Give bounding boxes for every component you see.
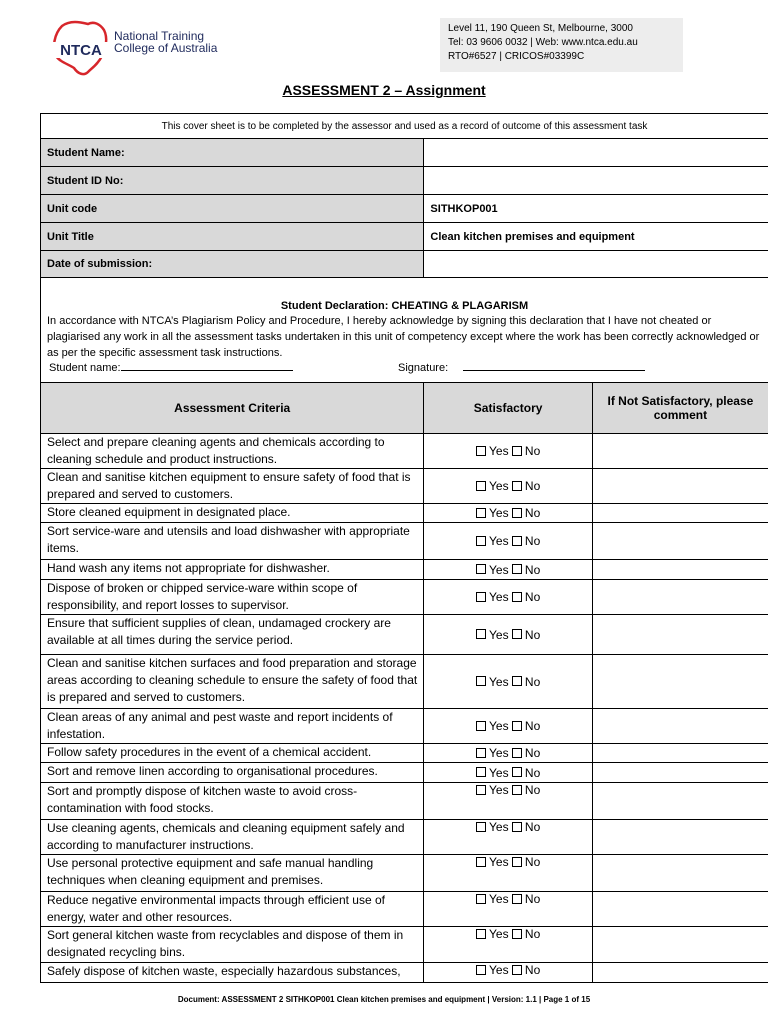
satisfactory-options [424,709,592,744]
criteria-text: Safely dispose of kitchen waste, especially hazardous substances, [41,963,424,983]
yes-label: Yes [489,783,509,797]
comment-cell[interactable] [592,820,768,855]
satisfactory-options [424,763,592,783]
no-checkbox[interactable] [512,965,522,975]
yes-label: Yes [489,674,509,689]
contact-address: Level 11, 190 Queen St, Melbourne, 3000 [448,23,633,34]
yes-checkbox[interactable] [476,592,486,602]
yes-checkbox[interactable] [476,857,486,867]
comment-cell[interactable] [592,783,768,820]
no-label: No [524,963,541,977]
australia-map-icon [48,18,112,78]
yes-checkbox[interactable] [476,822,486,832]
criteria-text: Reduce negative environmental impacts through efficient use of energy, water and other resources. [41,892,424,927]
student-name-signline: Student name: [49,360,293,374]
satisfactory-options [424,820,592,855]
no-label: No [524,927,541,941]
no-checkbox[interactable] [512,676,522,686]
comment-cell[interactable] [592,560,768,580]
yes-checkbox[interactable] [476,446,486,456]
satisfactory-options [424,580,592,615]
no-checkbox[interactable] [512,822,522,832]
declaration-heading: Student Declaration: CHEATING & PLAGARISM [280,299,529,312]
no-checkbox[interactable] [512,767,522,777]
criteria-text: Ensure that sufficient supplies of clean, undamaged crockery are available at all times during the service period. [41,615,424,655]
field-label: Date of submission: [41,251,424,278]
criteria-row [41,892,768,927]
comment-cell[interactable] [592,963,768,983]
criteria-text: Hand wash any items not appropriate for dishwasher. [41,560,424,580]
page-header [0,0,768,80]
yes-checkbox[interactable] [476,481,486,491]
yes-checkbox[interactable] [476,767,486,777]
comment-cell[interactable] [592,744,768,763]
criteria-text: Sort and promptly dispose of kitchen waste to avoid cross-contamination with food stocks. [41,783,424,820]
satisfactory-options [424,615,592,655]
yes-checkbox[interactable] [476,564,486,574]
no-label: No [524,506,541,520]
comment-cell[interactable] [592,523,768,560]
field-label: Student ID No: [41,167,424,195]
satisfactory-options [424,469,592,504]
no-label: No [524,719,541,733]
yes-label: Yes [489,444,509,458]
yes-checkbox[interactable] [476,929,486,939]
criteria-text: Clean and sanitise kitchen surfaces and food preparation and storage areas according to cleaning schedule to ensure the safety of food that is prepared and served to customers. [41,655,424,709]
no-label: No [524,746,541,760]
svg-text:NTCA: NTCA [60,42,102,59]
yes-checkbox[interactable] [476,629,486,639]
yes-checkbox[interactable] [476,785,486,795]
comment-cell[interactable] [592,434,768,469]
yes-label: Yes [489,534,509,548]
cover-note: This cover sheet is to be completed by the assessor and used as a record of outcome of this assessment task [41,114,768,139]
no-checkbox[interactable] [512,564,522,574]
unit-code-field[interactable]: SITHKOP001 [424,195,768,223]
satisfactory-options [424,855,592,892]
comment-cell[interactable] [592,580,768,615]
yes-label: Yes [489,479,509,493]
no-checkbox[interactable] [512,748,522,758]
yes-label: Yes [489,963,509,977]
criteria-text: Dispose of broken or chipped service-ware within scope of responsibility, and report losses to supervisor. [41,580,424,615]
no-label: No [524,783,541,797]
criteria-row [41,523,768,560]
no-checkbox[interactable] [512,929,522,939]
student-declaration [41,278,768,383]
no-checkbox[interactable] [512,629,522,639]
declaration-text: In accordance with NTCA’s Plagiarism Policy and Procedure, I hereby acknowledge by signing this declaration that I have not cheated or plagiarised any work in all the assessment tasks undertaken in this unit of competency except where the work has been correctly acknowledged or as per the specific assessment task instructions. [47,314,760,359]
satisfactory-options [424,655,592,709]
satisfactory-options [424,783,592,820]
criteria-text: Sort and remove linen according to organisational procedures. [41,763,424,783]
satisfactory-options [424,963,592,983]
signature-line[interactable] [463,360,645,371]
no-label: No [524,627,541,642]
criteria-row [41,709,768,744]
criteria-row [41,963,768,983]
criteria-text: Use cleaning agents, chemicals and cleaning equipment safely and according to manufacturer instructions. [41,820,424,855]
comment-cell[interactable] [592,615,768,655]
satisfactory-options [424,504,592,523]
yes-label: Yes [489,562,509,577]
satisfactory-options [424,434,592,469]
criteria-row [41,783,768,820]
contact-box [440,18,683,72]
student-name-field[interactable] [424,139,768,167]
criteria-header: Assessment Criteria [41,383,424,434]
criteria-row [41,820,768,855]
no-checkbox[interactable] [512,592,522,602]
comment-cell[interactable] [592,504,768,523]
field-label: Student Name: [41,139,424,167]
signature-signline: Signature: [398,360,645,374]
comment-cell[interactable] [592,709,768,744]
yes-checkbox[interactable] [476,965,486,975]
yes-label: Yes [489,765,509,780]
yes-label: Yes [489,927,509,941]
yes-label: Yes [489,892,509,906]
college-name: National Training College of Australia [114,29,218,55]
no-checkbox[interactable] [512,721,522,731]
page-footer: Document: ASSESSMENT 2 SITHKOP001 Clean kitchen premises and equipment | Version: 1.1 | Page 1 of 15 [177,995,591,1004]
satisfactory-options [424,927,592,963]
criteria-text: Store cleaned equipment in designated place. [41,504,424,523]
satisfactory-header: Satisfactory [424,383,592,434]
satisfactory-options [424,523,592,560]
no-checkbox[interactable] [512,508,522,518]
criteria-text: Select and prepare cleaning agents and chemicals according to cleaning schedule and product instructions. [41,434,424,469]
yes-checkbox[interactable] [476,508,486,518]
satisfactory-options [424,892,592,927]
comment-cell[interactable] [592,469,768,504]
no-label: No [524,562,541,577]
satisfactory-options [424,744,592,763]
comment-header: If Not Satisfactory, please comment [592,383,768,434]
yes-label: Yes [489,746,509,760]
satisfactory-options [424,560,592,580]
criteria-row [41,763,768,783]
criteria-row [41,615,768,655]
criteria-text: Clean and sanitise kitchen equipment to ensure safety of food that is prepared and served to customers. [41,469,424,504]
field-label: Unit code [41,195,424,223]
criteria-text: Use personal protective equipment and safe manual handling techniques when cleaning equipment and premises. [41,855,424,892]
yes-checkbox[interactable] [476,748,486,758]
criteria-text: Sort service-ware and utensils and load dishwasher with appropriate items. [41,523,424,560]
no-label: No [524,590,541,604]
criteria-row [41,434,768,469]
no-checkbox[interactable] [512,536,522,546]
criteria-text: Follow safety procedures in the event of a chemical accident. [41,744,424,763]
yes-label: Yes [489,719,509,733]
student-name-line[interactable] [121,360,293,371]
field-label: Unit Title [41,223,424,251]
criteria-text: Clean areas of any animal and pest waste and report incidents of infestation. [41,709,424,744]
comment-cell[interactable] [592,892,768,927]
criteria-rows [41,434,768,983]
yes-label: Yes [489,855,509,869]
criteria-row [41,855,768,892]
criteria-row [41,469,768,504]
unit-title-field[interactable]: Clean kitchen premises and equipment [424,223,768,251]
criteria-row [41,560,768,580]
cover-sheet-table [40,113,768,983]
no-checkbox[interactable] [512,446,522,456]
contact-rto: RTO#6527 | CRICOS#03399C [448,51,585,62]
page-title: ASSESSMENT 2 – Assignment [282,82,486,98]
criteria-row [41,655,768,709]
yes-checkbox[interactable] [476,894,486,904]
comment-cell[interactable] [592,855,768,892]
submission-date-field[interactable] [424,251,768,278]
student-id-field[interactable] [424,167,768,195]
yes-checkbox[interactable] [476,721,486,731]
criteria-row [41,927,768,963]
no-checkbox[interactable] [512,857,522,867]
contact-phone-web: Tel: 03 9606 0032 | Web: www.ntca.edu.au [448,37,638,48]
no-checkbox[interactable] [512,894,522,904]
no-label: No [524,855,541,869]
no-checkbox[interactable] [512,785,522,795]
no-label: No [524,892,541,906]
no-label: No [524,820,541,834]
no-label: No [524,534,541,548]
no-label: No [524,765,541,780]
no-label: No [524,674,541,689]
criteria-row [41,504,768,523]
yes-label: Yes [489,627,509,642]
no-checkbox[interactable] [512,481,522,491]
no-label: No [524,444,541,458]
criteria-row [41,744,768,763]
criteria-text: Sort general kitchen waste from recyclables and dispose of them in designated recycling bins. [41,927,424,963]
comment-cell[interactable] [592,927,768,963]
ntca-logo [48,18,218,80]
yes-label: Yes [489,506,509,520]
yes-checkbox[interactable] [476,676,486,686]
yes-checkbox[interactable] [476,536,486,546]
comment-cell[interactable] [592,655,768,709]
criteria-row [41,580,768,615]
no-label: No [524,479,541,493]
yes-label: Yes [489,590,509,604]
yes-label: Yes [489,820,509,834]
comment-cell[interactable] [592,763,768,783]
